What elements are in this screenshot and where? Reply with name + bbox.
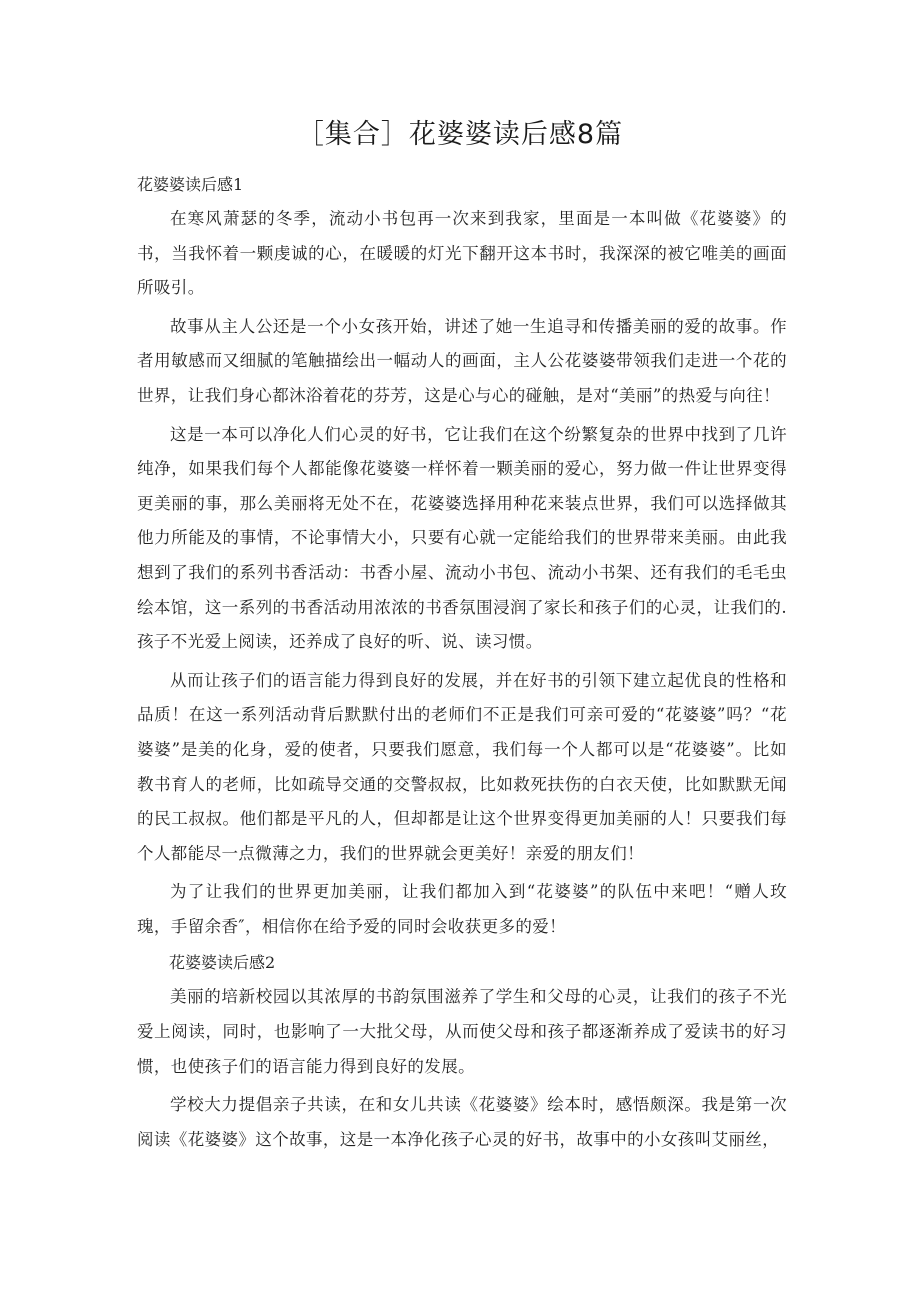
section-2 bbox=[137, 950, 787, 1157]
section-heading: 花婆婆读后感1 bbox=[137, 175, 244, 194]
paragraph: 在寒风萧瑟的冬季，流动小书包再一次来到我家，里面是一本叫做《花婆婆》的书，当我怀着一颗虔诚的心，在暖暖的灯光下翻开这本书时，我深深的被它唯美的画面所吸引。 bbox=[137, 209, 787, 298]
paragraph: 学校大力提倡亲子共读，在和女儿共读《花婆婆》绘本时，感悟颇深。我是第一次阅读《花婆婆》这个故事，这是一本净化孩子心灵的好书，故事中的小女孩叫艾丽丝， bbox=[137, 1095, 787, 1149]
paragraph: 从而让孩子们的语言能力得到良好的发展，并在好书的引领下建立起优良的性格和品质！在这一系列活动背后默默付出的老师们不正是我们可亲可爱的“花婆婆”吗？“花婆婆”是美的化身，爱的使者，只要我们愿意，我们每一个人都可以是“花婆婆”。比如教书育人的老师，比如疏导交通的交警叔叔，比如救死扶伤的白衣天使，比如默默无闻的民工叔叔。他们都是平凡的人，但却都是让这个世界变得更加美丽的人！只要我们每个人都能尽一点微薄之力，我们的世界就会更美好！亲爱的朋友们！ bbox=[137, 670, 787, 863]
paragraph: 美丽的培新校园以其浓厚的书韵氛围滋养了学生和父母的心灵，让我们的孩子不光爱上阅读，同时，也影响了一大批父母，从而使父母和孩子都逐渐养成了爱读书的好习惯，也使孩子们的语言能力得到良好的发展。 bbox=[137, 987, 787, 1076]
document-body bbox=[137, 172, 787, 1161]
paragraph: 这是一本可以净化人们心灵的好书，它让我们在这个纷繁复杂的世界中找到了几许纯净，如果我们每个人都能像花婆婆一样怀着一颗美丽的爱心，努力做一件让世界变得更美丽的事，那么美丽将无处不在，花婆婆选择用种花来装点世界，我们可以选择做其他力所能及的事情，不论事情大小，只要有心就一定能给我们的世界带来美丽。由此我想到了我们的系列书香活动：书香小屋、流动小书包、流动小书架、还有我们的毛毛虫绘本馆，这一系列的书香活动用浓浓的书香氛围浸润了家长和孩子们的心灵，让我们的.孩子不光爱上阅读，还养成了良好的听、说、读习惯。 bbox=[137, 424, 787, 652]
document-title: ［集合］花婆婆读后感8篇 bbox=[296, 119, 624, 150]
paragraph: 为了让我们的世界更加美丽，让我们都加入到“花婆婆”的队伍中来吧！“赠人玫瑰，手留余香″，相信你在给予爱的同时会收获更多的爱！ bbox=[137, 882, 787, 936]
section-1 bbox=[137, 172, 787, 944]
paragraph: 故事从主人公还是一个小女孩开始，讲述了她一生追寻和传播美丽的爱的故事。作者用敏感而又细腻的笔触描绘出一幅动人的画面，主人公花婆婆带领我们走进一个花的世界，让我们身心都沐浴着花的芬芳，这是心与心的碰触，是对“美丽”的热爱与向往！ bbox=[137, 316, 787, 405]
section-heading: 花婆婆读后感2 bbox=[169, 953, 276, 973]
